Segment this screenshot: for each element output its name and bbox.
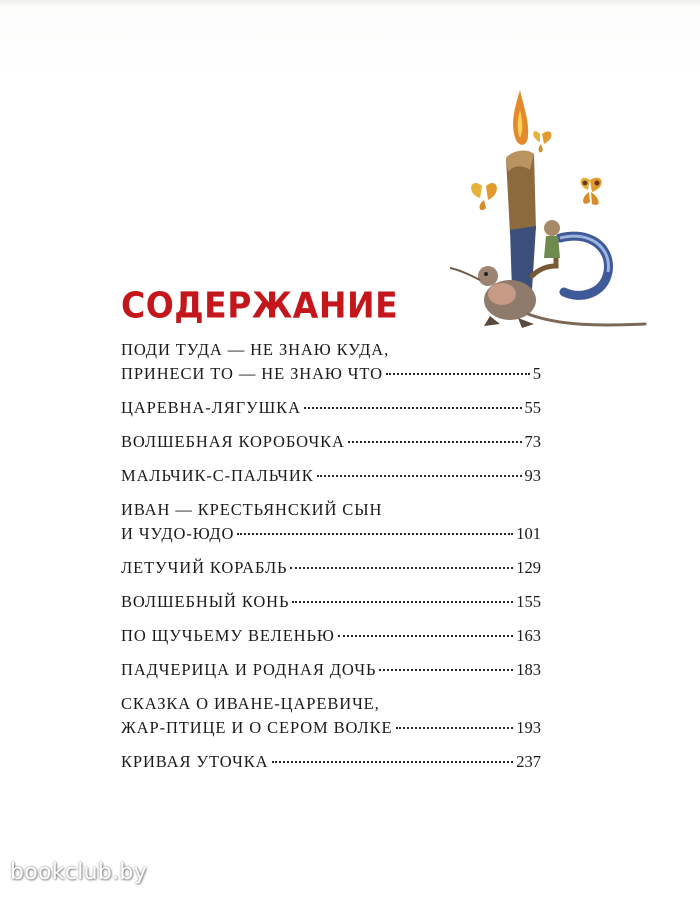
toc-entry-title: ПОДИ ТУДА — НЕ ЗНАЮ КУДА,	[121, 340, 390, 359]
toc-entry-line	[121, 362, 541, 386]
toc-entry-line	[121, 692, 541, 716]
toc-entry-line	[121, 750, 541, 774]
toc-entry-line	[121, 338, 541, 362]
toc-leader-dots	[338, 635, 514, 637]
toc-entry-line	[121, 396, 541, 420]
toc-leader-dots	[317, 475, 522, 477]
toc-entry-title: ВОЛШЕБНЫЙ КОНЬ	[121, 592, 290, 611]
toc-leader-dots	[304, 407, 522, 409]
toc-entry-title: ВОЛШЕБНАЯ КОРОБОЧКА	[121, 432, 345, 451]
toc-entry	[121, 624, 541, 648]
table-of-contents	[121, 338, 541, 774]
page-top-shadow	[0, 0, 700, 6]
toc-entry-title: МАЛЬЧИК-С-ПАЛЬЧИК	[121, 466, 314, 485]
watermark-text: bookclub.by	[10, 860, 148, 885]
toc-entry-title: КРИВАЯ УТОЧКА	[121, 752, 269, 771]
candle-letter-illustration-icon	[440, 80, 655, 340]
toc-entry-line	[121, 498, 541, 522]
toc-entry-title: ЖАР-ПТИЦЕ И О СЕРОМ ВОЛКЕ	[121, 718, 393, 737]
toc-leader-dots	[237, 533, 513, 535]
toc-entry-line	[121, 464, 541, 488]
toc-page-number: 193	[516, 718, 541, 737]
toc-entry-title: И ЧУДО-ЮДО	[121, 524, 235, 543]
toc-entry	[121, 396, 541, 420]
toc-page-number: 101	[516, 524, 541, 543]
toc-entry-line	[121, 556, 541, 580]
toc-entry	[121, 590, 541, 614]
toc-entry	[121, 430, 541, 454]
toc-entry	[121, 658, 541, 682]
toc-entry	[121, 750, 541, 774]
toc-page-number: 183	[516, 660, 541, 679]
toc-entry-line	[121, 716, 541, 740]
toc-entry-title: ИВАН — КРЕСТЬЯНСКИЙ СЫН	[121, 500, 383, 519]
toc-page-number: 93	[524, 466, 541, 485]
toc-entry-line	[121, 658, 541, 682]
toc-entry	[121, 464, 541, 488]
toc-entry	[121, 498, 541, 546]
toc-title: СОДЕРЖАНИЕ	[121, 284, 399, 327]
toc-leader-dots	[290, 567, 513, 569]
toc-entry-title: ПО ЩУЧЬЕМУ ВЕЛЕНЬЮ	[121, 626, 335, 645]
toc-leader-dots	[386, 373, 530, 375]
toc-entry	[121, 338, 541, 386]
toc-entry-title: ЦАРЕВНА-ЛЯГУШКА	[121, 398, 301, 417]
toc-page-number: 5	[532, 364, 541, 383]
toc-leader-dots	[396, 727, 514, 729]
toc-leader-dots	[272, 761, 514, 763]
toc-entry-line	[121, 430, 541, 454]
toc-page-number: 73	[524, 432, 541, 451]
toc-entry-title: ПРИНЕСИ ТО — НЕ ЗНАЮ ЧТО	[121, 364, 383, 383]
toc-leader-dots	[348, 441, 522, 443]
toc-entry-title: ЛЕТУЧИЙ КОРАБЛЬ	[121, 558, 288, 577]
toc-entry-line	[121, 522, 541, 546]
toc-leader-dots	[292, 601, 513, 603]
toc-entry-title: ПАДЧЕРИЦА И РОДНАЯ ДОЧЬ	[121, 660, 377, 679]
toc-entry-line	[121, 590, 541, 614]
toc-page-number: 55	[524, 398, 541, 417]
toc-leader-dots	[379, 669, 513, 671]
toc-entry-line	[121, 624, 541, 648]
toc-entry	[121, 556, 541, 580]
toc-entry-title: СКАЗКА О ИВАНЕ-ЦАРЕВИЧЕ,	[121, 694, 380, 713]
toc-page-number: 129	[516, 558, 541, 577]
toc-entry	[121, 692, 541, 740]
toc-page-number: 155	[516, 592, 541, 611]
toc-page-number: 163	[516, 626, 541, 645]
toc-page-number: 237	[516, 752, 541, 771]
